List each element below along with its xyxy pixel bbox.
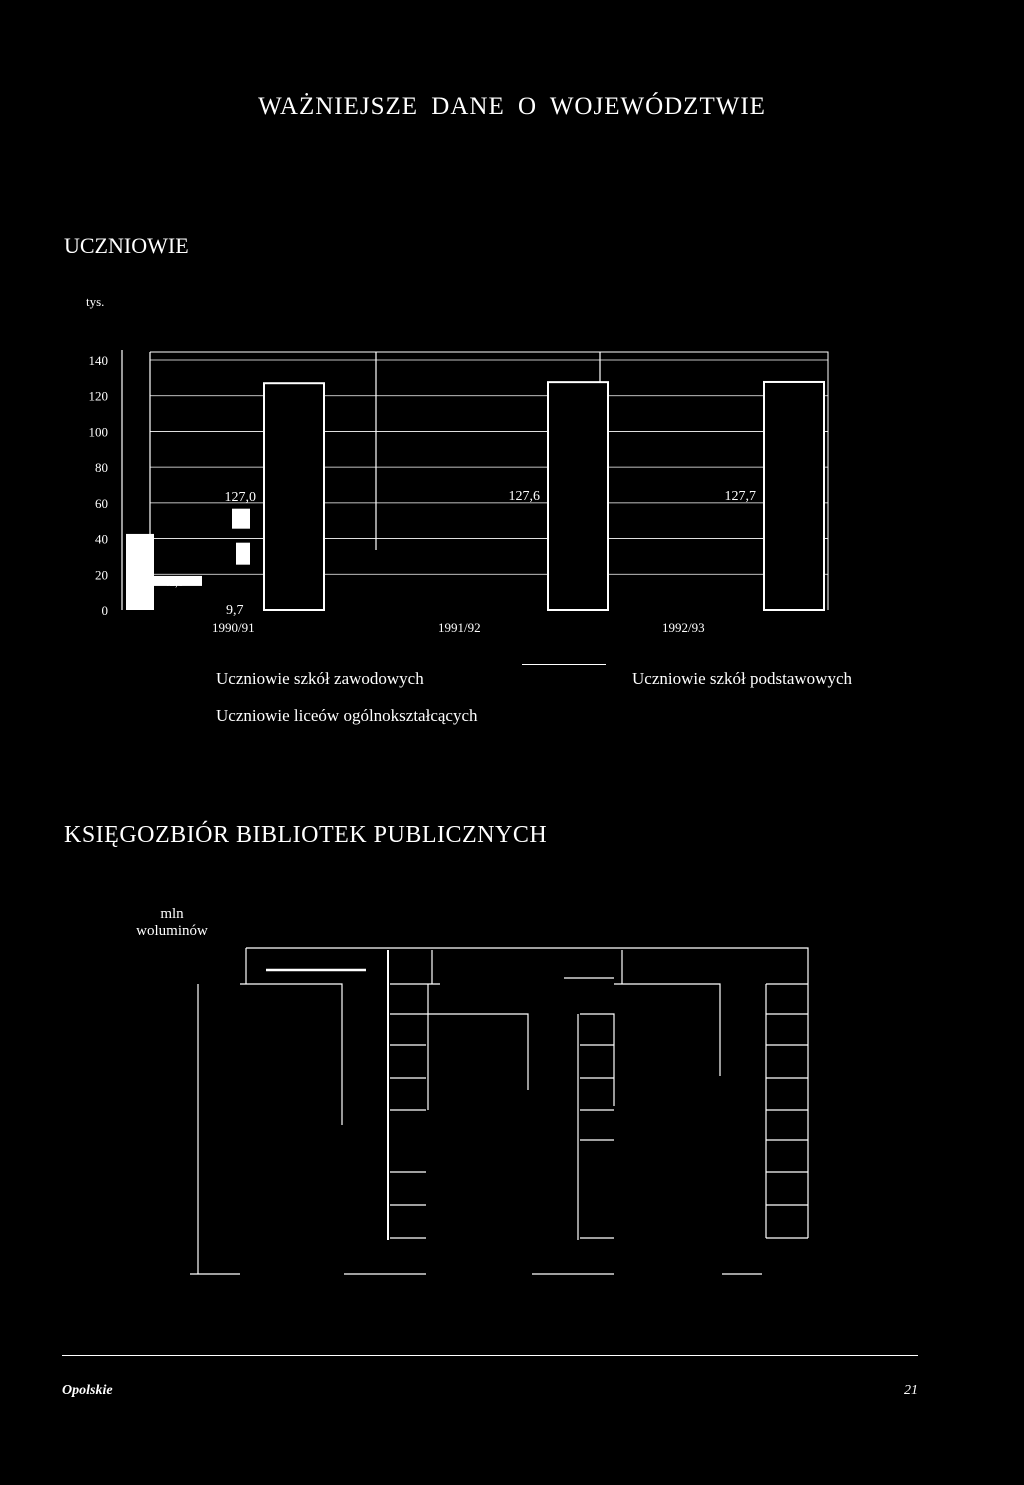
legend-primary: Uczniowie szkół podstawowych <box>632 669 853 688</box>
students-chart-x-ticks <box>212 620 705 635</box>
footer-page-number: 21 <box>904 1383 918 1398</box>
x-tick-label: 1992/93 <box>662 620 705 635</box>
footer-region-name: Opolskie <box>62 1383 113 1398</box>
y-tick-label: 100 <box>88 424 108 440</box>
bar-lyceum <box>236 543 250 565</box>
y-tick-label: 120 <box>88 388 108 404</box>
bar-lyceum-top <box>232 509 250 529</box>
bar-label-primary: 127,0 <box>224 490 256 506</box>
y-tick-label: 0 <box>101 603 108 618</box>
y-tick-label: 40 <box>95 531 108 547</box>
library-unit-line2: woluminów <box>136 923 208 939</box>
students-chart-y-ticks <box>89 353 109 618</box>
bar-primary <box>764 382 824 610</box>
footer-rule <box>62 1355 918 1356</box>
page-title: WAŻNIEJSZE DANE O WOJEWÓDZTWIE <box>258 93 766 120</box>
legend-vocational: Uczniowie szkół zawodowych <box>216 669 424 688</box>
bar-primary <box>548 382 608 610</box>
legend-lyceum: Uczniowie liceów ogólnokształcących <box>216 706 478 725</box>
students-chart-grid <box>122 350 828 610</box>
x-tick-label: 1991/92 <box>438 620 481 635</box>
bar-label-vocational: 42,6 <box>164 576 184 589</box>
library-chart <box>0 940 1024 1280</box>
section-title-library: KSIĘGOZBIÓR BIBLIOTEK PUBLICZNYCH <box>64 822 548 848</box>
x-tick-label: 1990/91 <box>212 620 255 635</box>
students-unit-label: tys. <box>86 294 105 309</box>
library-chart-frame <box>190 948 808 1274</box>
bar-primary <box>264 383 324 610</box>
library-unit-line1: mln <box>160 906 184 922</box>
bar-label-primary: 127,7 <box>724 488 756 504</box>
bar-label-lyceum: 9,7 <box>226 603 244 618</box>
chart-frame <box>150 352 828 610</box>
bar-vocational <box>126 534 154 610</box>
y-tick-label: 140 <box>88 353 108 368</box>
y-tick-label: 20 <box>95 567 108 583</box>
section-title-students: UCZNIOWIE <box>64 233 189 258</box>
students-chart <box>0 320 1024 640</box>
library-unit-label <box>122 906 222 940</box>
y-tick-label: 80 <box>95 460 108 476</box>
bar-label-primary: 127,6 <box>508 489 540 505</box>
students-chart-value-labels <box>164 489 756 618</box>
y-tick-label: 60 <box>95 495 108 511</box>
legend-line <box>522 664 606 665</box>
